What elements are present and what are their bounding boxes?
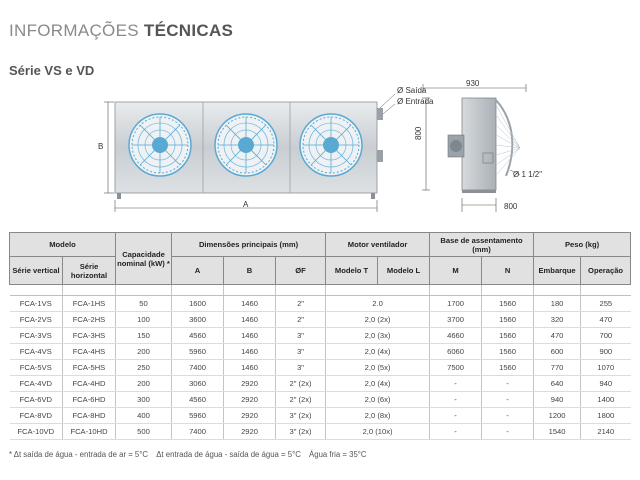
cell-dim-a: 3600 bbox=[172, 312, 224, 328]
cell-dim-a: 7400 bbox=[172, 424, 224, 440]
header-a: A bbox=[172, 257, 224, 285]
cell-base-m: - bbox=[430, 392, 482, 408]
label-pipe-diameter: Ø 1 1/2" bbox=[513, 170, 543, 179]
header-serie-vertical: Série vertical bbox=[10, 257, 63, 285]
cell-base-m: 6060 bbox=[430, 344, 482, 360]
cell-serie-vertical: FCA-5VS bbox=[10, 360, 63, 376]
label-base-800: 800 bbox=[504, 202, 518, 211]
cell-peso-operacao: 1800 bbox=[581, 408, 631, 424]
label-entrada: Ø Entrada bbox=[397, 97, 434, 106]
cell-base-n: - bbox=[482, 424, 534, 440]
header-dimensoes: Dimensões principais (mm) bbox=[172, 233, 326, 257]
cell-peso-embarque: 640 bbox=[534, 376, 581, 392]
cell-base-m: - bbox=[430, 376, 482, 392]
cell-serie-horizontal: FCA-1HS bbox=[63, 296, 116, 312]
fan-1-icon bbox=[129, 114, 191, 176]
cell-base-n: 1560 bbox=[482, 328, 534, 344]
cell-motor: 2,0 (3x) bbox=[326, 328, 430, 344]
technical-table bbox=[9, 232, 631, 440]
dimension-b bbox=[104, 102, 114, 193]
cell-dim-b: 2920 bbox=[224, 408, 276, 424]
cell-base-n: - bbox=[482, 392, 534, 408]
cell-dim-of: 3" (2x) bbox=[276, 408, 326, 424]
cell-peso-operacao: 940 bbox=[581, 376, 631, 392]
header-operacao: Operação bbox=[581, 257, 631, 285]
title-light: INFORMAÇÕES bbox=[9, 21, 144, 40]
cell-capacidade: 400 bbox=[116, 408, 172, 424]
cell-dim-of: 2" (2x) bbox=[276, 376, 326, 392]
cell-dim-b: 2920 bbox=[224, 392, 276, 408]
header-serie-horizontal: Série horizontal bbox=[63, 257, 116, 285]
cell-peso-operacao: 700 bbox=[581, 328, 631, 344]
cell-peso-operacao: 900 bbox=[581, 344, 631, 360]
header-b: B bbox=[224, 257, 276, 285]
cell-dim-b: 1460 bbox=[224, 328, 276, 344]
cell-dim-a: 5960 bbox=[172, 408, 224, 424]
cell-motor: 2,0 (5x) bbox=[326, 360, 430, 376]
cell-dim-of: 3" bbox=[276, 360, 326, 376]
footnote-part-1: * Δt saída de água - entrada de ar = 5°C bbox=[9, 450, 149, 459]
cell-peso-embarque: 940 bbox=[534, 392, 581, 408]
header-motor: Motor ventilador bbox=[326, 233, 430, 257]
cell-motor: 2,0 (2x) bbox=[326, 312, 430, 328]
cell-motor: 2,0 (4x) bbox=[326, 376, 430, 392]
table-row bbox=[10, 296, 631, 312]
cell-dim-b: 1460 bbox=[224, 360, 276, 376]
cell-peso-operacao: 1400 bbox=[581, 392, 631, 408]
cell-dim-b: 2920 bbox=[224, 424, 276, 440]
cell-base-n: 1560 bbox=[482, 344, 534, 360]
cell-peso-embarque: 1200 bbox=[534, 408, 581, 424]
cell-dim-a: 7400 bbox=[172, 360, 224, 376]
table-row bbox=[10, 424, 631, 440]
cell-dim-a: 5960 bbox=[172, 344, 224, 360]
cell-base-m: - bbox=[430, 424, 482, 440]
cell-base-m: - bbox=[430, 408, 482, 424]
cell-peso-operacao: 1070 bbox=[581, 360, 631, 376]
cell-base-n: 1560 bbox=[482, 296, 534, 312]
cell-base-m: 3700 bbox=[430, 312, 482, 328]
header-base: Base de assentamento (mm) bbox=[430, 233, 534, 257]
cell-serie-vertical: FCA-4VD bbox=[10, 376, 63, 392]
cell-dim-b: 1460 bbox=[224, 344, 276, 360]
table-spacer-row bbox=[10, 285, 631, 296]
header-capacidade: Capacidade nominal (kW) * bbox=[116, 233, 172, 285]
fan-3-icon bbox=[300, 114, 362, 176]
cell-dim-of: 3" bbox=[276, 344, 326, 360]
cell-dim-a: 4560 bbox=[172, 392, 224, 408]
cell-base-n: - bbox=[482, 408, 534, 424]
cell-serie-vertical: FCA-6VD bbox=[10, 392, 63, 408]
cell-capacidade: 200 bbox=[116, 376, 172, 392]
table-row bbox=[10, 312, 631, 328]
cell-dim-a: 4560 bbox=[172, 328, 224, 344]
cell-serie-vertical: FCA-4VS bbox=[10, 344, 63, 360]
cell-dim-b: 1460 bbox=[224, 312, 276, 328]
cell-dim-of: 3" bbox=[276, 328, 326, 344]
cell-base-n: 1560 bbox=[482, 312, 534, 328]
label-height-800: 800 bbox=[414, 126, 423, 140]
table-row bbox=[10, 344, 631, 360]
cell-serie-horizontal: FCA-5HS bbox=[63, 360, 116, 376]
cell-capacidade: 150 bbox=[116, 328, 172, 344]
cell-capacidade: 200 bbox=[116, 344, 172, 360]
header-m: M bbox=[430, 257, 482, 285]
header-modelo: Modelo bbox=[10, 233, 116, 257]
label-saida: Ø Saída bbox=[397, 86, 427, 95]
cell-serie-vertical: FCA-1VS bbox=[10, 296, 63, 312]
table-row bbox=[10, 360, 631, 376]
header-n: N bbox=[482, 257, 534, 285]
cell-base-m: 7500 bbox=[430, 360, 482, 376]
cell-motor: 2.0 bbox=[326, 296, 430, 312]
cell-serie-horizontal: FCA-4HS bbox=[63, 344, 116, 360]
cell-peso-operacao: 2140 bbox=[581, 424, 631, 440]
footnote-part-3: Água fria = 35°C bbox=[309, 450, 367, 459]
header-modelo-t: Modelo T bbox=[326, 257, 378, 285]
footnote bbox=[9, 450, 373, 459]
cell-serie-vertical: FCA-3VS bbox=[10, 328, 63, 344]
header-embarque: Embarque bbox=[534, 257, 581, 285]
cell-serie-vertical: FCA-8VD bbox=[10, 408, 63, 424]
cell-motor: 2,0 (8x) bbox=[326, 408, 430, 424]
table-row bbox=[10, 392, 631, 408]
label-dim-b: B bbox=[98, 142, 104, 151]
table-row bbox=[10, 408, 631, 424]
cell-dim-of: 2" (2x) bbox=[276, 392, 326, 408]
cell-peso-embarque: 600 bbox=[534, 344, 581, 360]
cooler-drawing bbox=[0, 0, 640, 230]
cell-base-m: 1700 bbox=[430, 296, 482, 312]
cell-serie-horizontal: FCA-4HD bbox=[63, 376, 116, 392]
cell-motor: 2,0 (4x) bbox=[326, 344, 430, 360]
label-dim-a: A bbox=[243, 200, 249, 209]
footnote-part-2: Δt entrada de água - saída de água = 5°C bbox=[156, 450, 301, 459]
cell-capacidade: 100 bbox=[116, 312, 172, 328]
cell-base-m: 4660 bbox=[430, 328, 482, 344]
label-width-930: 930 bbox=[466, 79, 480, 88]
title-bold: TÉCNICAS bbox=[143, 21, 234, 40]
cell-peso-embarque: 180 bbox=[534, 296, 581, 312]
cell-serie-horizontal: FCA-6HD bbox=[63, 392, 116, 408]
cell-serie-vertical: FCA-10VD bbox=[10, 424, 63, 440]
cell-serie-horizontal: FCA-8HD bbox=[63, 408, 116, 424]
cell-peso-embarque: 1540 bbox=[534, 424, 581, 440]
header-modelo-l: Modelo L bbox=[378, 257, 430, 285]
cell-base-n: - bbox=[482, 376, 534, 392]
cell-motor: 2,0 (10x) bbox=[326, 424, 430, 440]
cell-dim-a: 3060 bbox=[172, 376, 224, 392]
cell-dim-a: 1600 bbox=[172, 296, 224, 312]
table-row bbox=[10, 376, 631, 392]
cell-dim-of: 2" bbox=[276, 312, 326, 328]
cell-peso-operacao: 255 bbox=[581, 296, 631, 312]
cell-dim-b: 2920 bbox=[224, 376, 276, 392]
cell-capacidade: 250 bbox=[116, 360, 172, 376]
cell-dim-of: 2" bbox=[276, 296, 326, 312]
cell-dim-b: 1460 bbox=[224, 296, 276, 312]
cell-base-n: 1560 bbox=[482, 360, 534, 376]
cell-serie-horizontal: FCA-2HS bbox=[63, 312, 116, 328]
table-row bbox=[10, 328, 631, 344]
cell-peso-embarque: 320 bbox=[534, 312, 581, 328]
cell-peso-embarque: 770 bbox=[534, 360, 581, 376]
cell-motor: 2,0 (6x) bbox=[326, 392, 430, 408]
cell-serie-horizontal: FCA-10HD bbox=[63, 424, 116, 440]
cell-serie-horizontal: FCA-3HS bbox=[63, 328, 116, 344]
cell-peso-embarque: 470 bbox=[534, 328, 581, 344]
header-of: ØF bbox=[276, 257, 326, 285]
cell-peso-operacao: 470 bbox=[581, 312, 631, 328]
cell-serie-vertical: FCA-2VS bbox=[10, 312, 63, 328]
cell-capacidade: 500 bbox=[116, 424, 172, 440]
cell-dim-of: 3" (2x) bbox=[276, 424, 326, 440]
series-subtitle: Série VS e VD bbox=[9, 63, 95, 78]
cell-capacidade: 50 bbox=[116, 296, 172, 312]
header-peso: Peso (kg) bbox=[534, 233, 631, 257]
cell-capacidade: 300 bbox=[116, 392, 172, 408]
fan-2-icon bbox=[215, 114, 277, 176]
